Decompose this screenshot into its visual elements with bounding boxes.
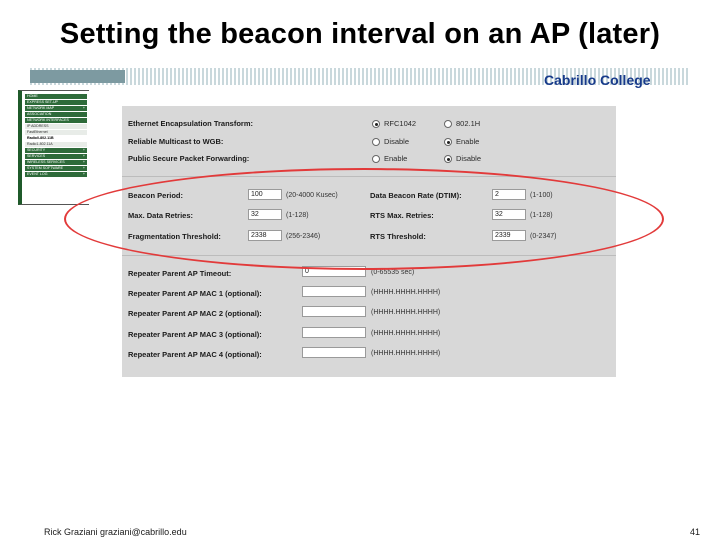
repeater-mac3-label: Repeater Parent AP MAC 3 (optional): bbox=[128, 330, 262, 339]
nav-label: WIRELESS SERVICES bbox=[27, 160, 65, 164]
repeater-mac1-label: Repeater Parent AP MAC 1 (optional): bbox=[128, 289, 262, 298]
max-data-retries-range: (1-128) bbox=[286, 212, 309, 219]
8021h-option-label: 802.1H bbox=[456, 119, 481, 128]
nav-label: ASSOCIATION bbox=[27, 112, 52, 116]
multicast-disable-label: Disable bbox=[384, 137, 410, 146]
repeater-mac2-input[interactable] bbox=[302, 306, 366, 317]
repeater-timeout-label: Repeater Parent AP Timeout: bbox=[128, 269, 232, 278]
multicast-disable-radio[interactable] bbox=[372, 138, 380, 146]
repeater-mac1-input[interactable] bbox=[302, 286, 366, 297]
nav-label: SERVICES bbox=[27, 154, 46, 158]
forwarding-enable-label: Enable bbox=[384, 154, 408, 163]
rfc1042-radio[interactable] bbox=[372, 120, 380, 128]
nav-label: Radio0-802.11B bbox=[27, 136, 54, 140]
expand-icon: + bbox=[82, 106, 85, 110]
brand-name: Cabrillo College bbox=[544, 72, 651, 88]
repeater-mac2-label: Repeater Parent AP MAC 2 (optional): bbox=[128, 309, 262, 318]
nav-item-home[interactable] bbox=[25, 94, 87, 99]
public-secure-forwarding-label: Public Secure Packet Forwarding: bbox=[128, 154, 250, 163]
multicast-enable-label: Enable bbox=[456, 137, 480, 146]
beacon-period-range: (20-4000 Kusec) bbox=[286, 192, 338, 199]
highlight-oval bbox=[64, 168, 664, 270]
banner-solid-block bbox=[30, 70, 125, 83]
repeater-mac4-format: (HHHH.HHHH.HHHH) bbox=[371, 350, 441, 357]
repeater-mac3-input[interactable] bbox=[302, 327, 366, 338]
forwarding-enable-radio[interactable] bbox=[372, 155, 380, 163]
dtim-range: (1-100) bbox=[530, 192, 553, 199]
nav-label: SECURITY bbox=[27, 148, 46, 152]
nav-item-system-software[interactable] bbox=[25, 166, 87, 171]
nav-label: EXPRESS SET-UP bbox=[27, 100, 58, 104]
nav-item-association[interactable] bbox=[25, 112, 87, 117]
repeater-mac3-format: (HHHH.HHHH.HHHH) bbox=[371, 330, 441, 337]
rts-threshold-range: (0-2347) bbox=[530, 233, 557, 240]
max-data-retries-label: Max. Data Retries: bbox=[128, 211, 194, 220]
reliable-multicast-label: Reliable Multicast to WGB: bbox=[128, 137, 224, 146]
nav-item-event-log[interactable] bbox=[25, 172, 87, 177]
ethernet-encapsulation-label: Ethernet Encapsulation Transform: bbox=[128, 119, 254, 128]
expand-icon: + bbox=[82, 148, 85, 152]
8021h-radio[interactable] bbox=[444, 120, 452, 128]
page-number: 41 bbox=[689, 527, 700, 537]
expand-icon: + bbox=[82, 172, 85, 176]
rts-max-retries-label: RTS Max. Retries: bbox=[370, 211, 434, 220]
nav-label: NETWORK MAP bbox=[27, 106, 55, 110]
nav-item-ip-address[interactable] bbox=[25, 124, 87, 129]
nav-item-radio0[interactable] bbox=[25, 136, 87, 141]
nav-label: EVENT LOG bbox=[27, 172, 48, 176]
nav-label: IP ADDRESS bbox=[27, 124, 49, 128]
expand-icon: + bbox=[82, 154, 85, 158]
repeater-mac4-input[interactable] bbox=[302, 347, 366, 358]
nav-item-express-setup[interactable] bbox=[25, 100, 87, 105]
forwarding-disable-radio[interactable] bbox=[444, 155, 452, 163]
footer-author: Rick Graziani graziani@cabrillo.edu bbox=[44, 527, 187, 537]
repeater-mac1-format: (HHHH.HHHH.HHHH) bbox=[371, 289, 441, 296]
rts-max-retries-range: (1-128) bbox=[530, 212, 553, 219]
nav-item-wireless-services[interactable] bbox=[25, 160, 87, 165]
nav-item-fastethernet[interactable] bbox=[25, 130, 87, 135]
rts-threshold-label: RTS Threshold: bbox=[370, 232, 426, 241]
dtim-label: Data Beacon Rate (DTIM): bbox=[370, 191, 462, 200]
nav-label: HOME bbox=[27, 94, 38, 98]
nav-label: NETWORK INTERFACES bbox=[27, 118, 69, 122]
beacon-period-label: Beacon Period: bbox=[128, 191, 184, 200]
nav-item-services[interactable] bbox=[25, 154, 87, 159]
forwarding-disable-label: Disable bbox=[456, 154, 482, 163]
rfc1042-option-label: RFC1042 bbox=[384, 119, 417, 128]
nav-label: FastEthernet bbox=[27, 130, 48, 134]
nav-label: SYSTEM SOFTWARE bbox=[27, 166, 64, 170]
nav-item-security[interactable] bbox=[25, 148, 87, 153]
nav-panel bbox=[18, 90, 89, 205]
expand-icon: + bbox=[82, 160, 85, 164]
repeater-timeout-range: (0-65535 sec) bbox=[371, 269, 415, 276]
nav-label: Radio1-802.11A bbox=[27, 142, 53, 146]
repeater-mac2-format: (HHHH.HHHH.HHHH) bbox=[371, 309, 441, 316]
fragmentation-threshold-label: Fragmentation Threshold: bbox=[128, 232, 221, 241]
multicast-enable-radio[interactable] bbox=[444, 138, 452, 146]
repeater-mac4-label: Repeater Parent AP MAC 4 (optional): bbox=[128, 350, 262, 359]
slide-title: Setting the beacon interval on an AP (later) bbox=[59, 18, 661, 50]
expand-icon: + bbox=[82, 166, 85, 170]
nav-item-network-map[interactable] bbox=[25, 106, 87, 111]
fragmentation-threshold-range: (256-2346) bbox=[286, 233, 321, 240]
nav-item-radio1[interactable] bbox=[25, 142, 87, 147]
nav-item-network-interfaces[interactable] bbox=[25, 118, 87, 123]
